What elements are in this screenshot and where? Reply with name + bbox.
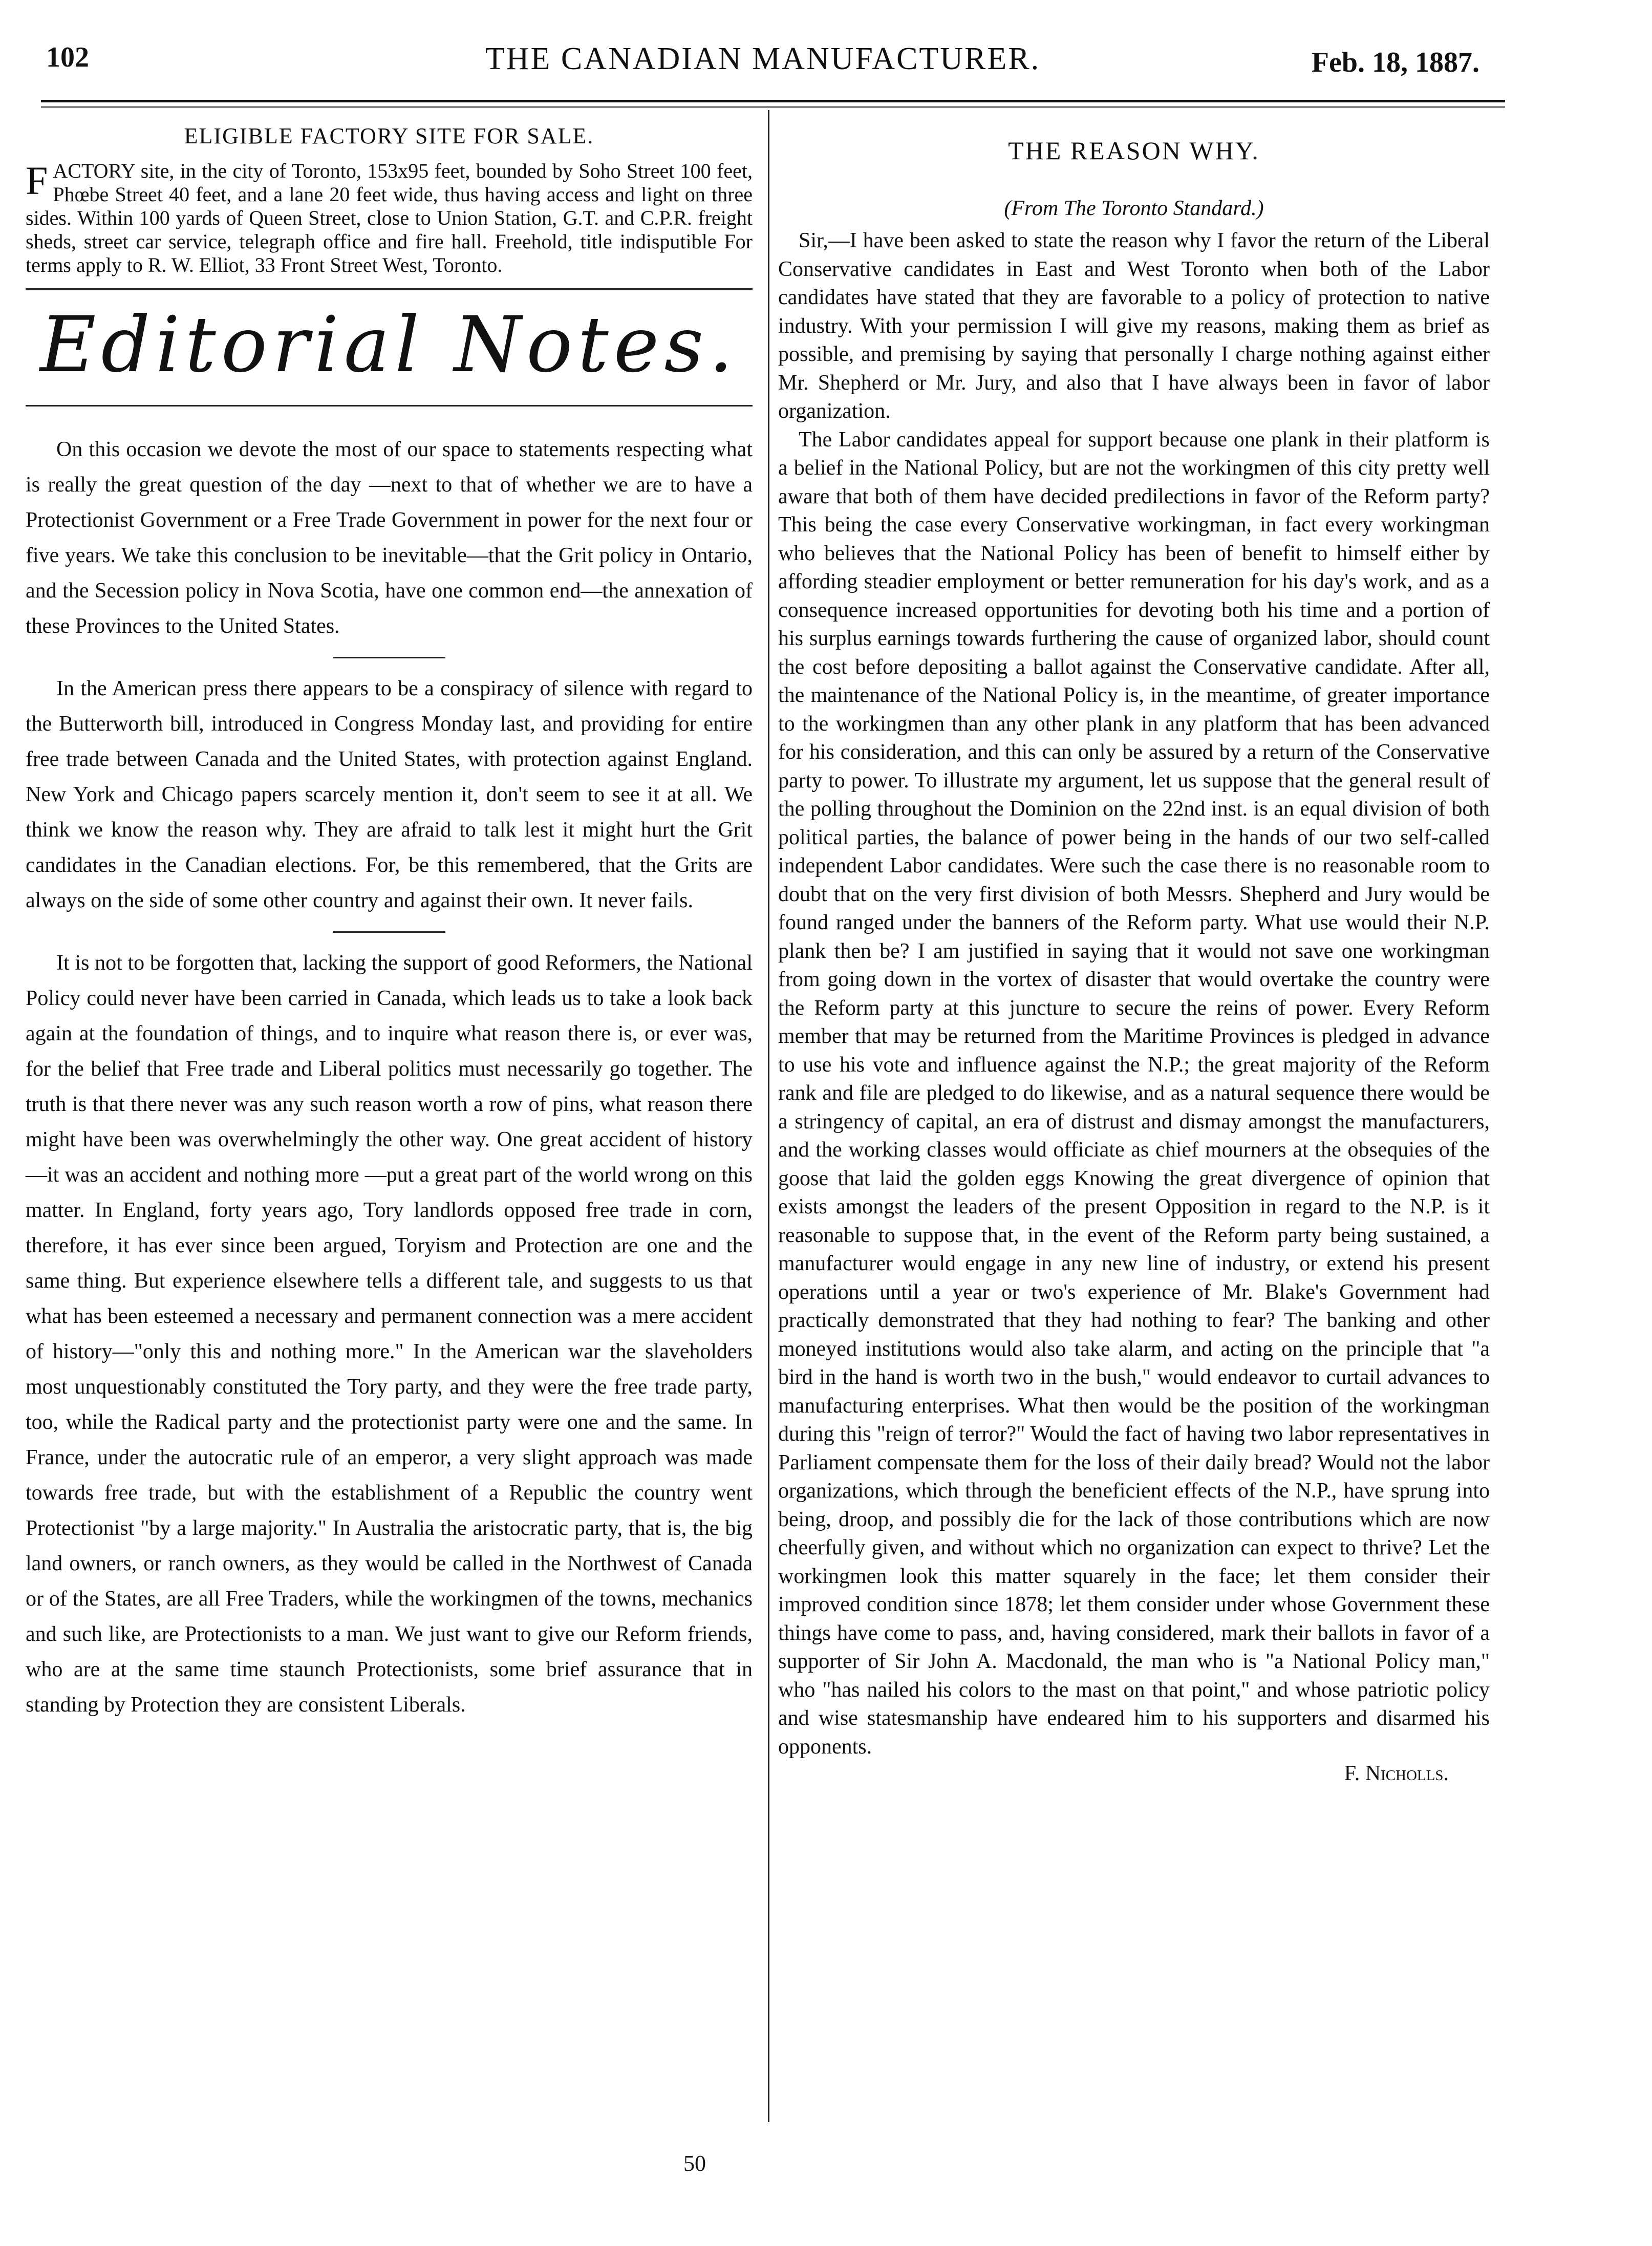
- article-title: THE REASON WHY.: [1008, 136, 1260, 165]
- article-source: (From The Toronto Standard.): [1004, 197, 1264, 220]
- page-folio: 50: [683, 2151, 706, 2176]
- left-column: [26, 115, 753, 1723]
- header-rule: [41, 100, 1505, 102]
- letter-paragraph: The Labor candidates appeal for support because one plank in their platform is a belief in the National Policy, but are not the workingmen of this city pretty well aware that both of them have decided predilections in favor of the Reform party? This being the case every Conservative workingman, in fact every workingman who believes that the National Policy has been of benefit to himself either by affording steadier employment or better remuneration for his day's work, and as a consequence increased opportunities for devoting both his time and a portion of his surplus earnings towards furthering the cause of organized labor, should count the cost before depositing a ballot against the Conservative candidate. After all, the maintenance of the National Policy is, in the meantime, of greater importance to the workingmen than any other plank in any platform that has been advanced for his consideration, and this can only be assured by a return of the Conservative party to power. To illustrate my argument, let us suppose that the general result of the polling throughout the Dominion on the 22nd inst. is an equal division of both political parties, the balance of power being in the hands of our two self-called independent Labor candidates. Were such the case there is no reasonable room to doubt that on the very first division of both Messrs. Shepherd and Jury would be found ranged under the banners of the Reform party. What use would their N.P. plank then be? I am justified in saying that it would not save one workingman from going down in the vortex of disaster that would overtake the country were the Reform party at this juncture to secure the reins of power. Every Reform member that may be returned from the Maritime Provinces is pledged in advance to use his vote and influence against the N.P.; the great majority of the Reform rank and file are pledged to do likewise, and as a natural sequence there would be a stringency of capital, an era of distrust and dismay amongst the manufacturers, and the working classes would officiate as chief mourners at the obsequies of the goose that laid the golden eggs Knowing the great divergence of opinion that exists amongst the leaders of the present Opposition in regard to the N.P. is it reasonable to suppose that, in the event of the Reform party being sustained, a manufacturer would engage in any new line of industry, or extend his present operations until a year or two's experience of Mr. Blake's Government had practically demonstrated that they had nothing to fear? The banking and other moneyed institutions would also take alarm, and acting on the principle that "a bird in the hand is worth two in the bush," would endeavor to curtail advances to manufacturing enterprises. What then would be the position of the workingman during this "reign of terror?" Would the fact of having two labor representatives in Parliament compensate them for the loss of their daily bread? Would not the labor organizations, which through the beneficient effects of the N.P., have sprung into being, droop, and possibly die for the lack of those contributions which are now cheerfully given, and without which no organization can expect to thrive? Let the workingmen look this matter squarely in the face; let them consider their improved condition since 1878; let them consider under whose Government these things have come to pass, and, having considered, mark their ballots in favor of a supporter of Sir John A. Macdonald, the man who is "a National Policy man," who "has nailed his colors to the mast on that point," and whose patriotic policy and wise statesmanship have endeared him to his supporters and disarmed his opponents.: [778, 427, 1490, 1759]
- letter-paragraph: Sir,—I have been asked to state the reason why I favor the return of the Liberal Conservative candidates in East and West Toronto when both of the Labor candidates have stated that they are favorable to a policy of protection to native industry. With your permission I will give my reasons, making them as brief as possible, and premising by saying that personally I charge nothing against either Mr. Shepherd or Mr. Jury, and also that I have always been in favor of labor organization.: [778, 229, 1490, 423]
- editorial-paragraph: On this occasion we devote the most of our space to statements respecting what is really the great question of the day —next to that of whether we are to have a Protectionist Government or a Free Trade Government in power for the next four or five years. We take this conclusion to be inevitable—that the Grit policy in Ontario, and the Secession policy in Nova Scotia, have one common end—the annexation of these Provinces to the United States.: [26, 438, 753, 638]
- editorial-paragraph: It is not to be forgotten that, lacking the support of good Reformers, the National Policy could never have been carried in Canada, which leads us to take a look back again at the foundation of things, and to inquire what reason there is, or ever was, for the belief that Free trade and Liberal politics must necessarily go together. The truth is that there never was any such reason worth a row of pins, what reason there might have been was overwhelmingly the other way. One great accident of history—it was an accident and nothing more —put a great part of the world wrong on this matter. In England, forty years ago, Tory landlords opposed free trade in corn, therefore, it has ever since been argued, Toryism and Protection are one and the same thing. But experience elsewhere tells a different tale, and suggests to us that what has been esteemed a necessary and permanent connection was a mere accident of history—"only this and nothing more." In the American war the slaveholders most unquestionably constituted the Tory party, and they were the free trade party, too, while the Radical party and the protectionist party were one and the same. In France, under the autocratic rule of an emperor, a very slight approach was made towards free trade, but with the establishment of a Republic the country went Protectionist "by a large majority." In Australia the aristocratic party, that is, the big land owners, or ranch owners, as they would be called in the Northwest of Canada or of the States, are all Free Traders, while the workingmen of the towns, mechanics and such like, are Protectionists to a man. We just want to give our Reform friends, who are at the same time staunch Protectionists, some brief assurance that in standing by Protection they are consistent Liberals.: [26, 951, 753, 1717]
- publication-title: THE CANADIAN MANUFACTURER.: [485, 41, 1041, 76]
- notice-text: ACTORY site, in the city of Toronto, 153x95 feet, bounded by Soho Street 100 feet, Phœbe Street 40 feet, and a lane 20 feet wide, thus having access and light on three sides. Within 100 yards of Queen Street, close to Union Station, G.T. and C.P.R. freight sheds, street car service, telegraph office and fire hall. Freehold, title indisputible For terms apply to R. W. Elliot, 33 Front Street West, Toronto.: [26, 159, 753, 276]
- column-divider: [768, 110, 769, 2122]
- letter-signature: F. Nicholls.: [1344, 1762, 1449, 1785]
- page-number: 102: [46, 41, 89, 73]
- paragraph-separator: [333, 657, 445, 658]
- factory-notice: [26, 123, 753, 290]
- editorial-notes-heading: Editorial Notes.: [39, 301, 739, 390]
- page-header: [31, 31, 1495, 87]
- notice-dropcap: F: [26, 158, 48, 203]
- notice-rule: [26, 288, 753, 290]
- issue-date: Feb. 18, 1887.: [1311, 47, 1479, 78]
- notice-title: ELIGIBLE FACTORY SITE FOR SALE.: [184, 123, 594, 148]
- editorial-heading-rule: [26, 405, 753, 407]
- paragraph-separator: [333, 931, 445, 933]
- right-column: [778, 115, 1490, 1786]
- notice-body: [26, 159, 753, 277]
- editorial-paragraph: In the American press there appears to be a conspiracy of silence with regard to the Butterworth bill, introduced in Congress Monday last, and providing for entire free trade between Canada and the United States, with protection against England. New York and Chicago papers scarcely mention it, don't seem to see it at all. We think we know the reason why. They are afraid to talk lest it might hurt the Grit candidates in the Canadian elections. For, be this remembered, that the Grits are always on the side of some other country and against their own. It never fails.: [26, 677, 753, 912]
